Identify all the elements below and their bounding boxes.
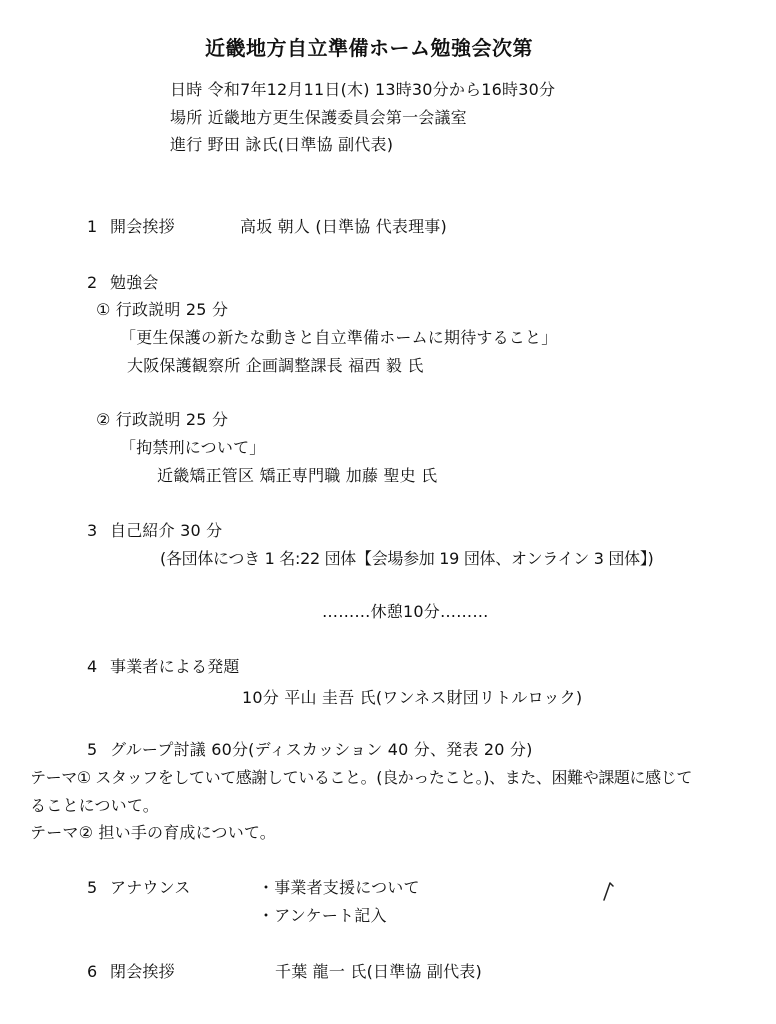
study-part1-heading: ① 行政説明 25 分	[96, 300, 229, 319]
study-part2-heading: ② 行政説明 25 分	[96, 410, 229, 429]
document-title: 近畿地方自立準備ホーム勉強会次第	[205, 36, 533, 60]
announce-bullet-2: ・アンケート記入	[258, 906, 387, 925]
group-theme1-line1: テーマ① スタッフをしていて感謝していること。(良かったこと。)、また、困難や課題に感じて	[30, 768, 692, 787]
group-theme2: テーマ② 担い手の育成について。	[30, 823, 276, 842]
presentation-label: 事業者による発題	[110, 657, 240, 676]
item-number: 6	[87, 962, 98, 981]
study-part1-speaker: 大阪保護観察所 企画調整課長 福西 毅 氏	[127, 356, 424, 375]
closing-label: 閉会挨拶	[110, 962, 175, 981]
announce-label: アナウンス	[110, 878, 191, 897]
item-number: 3	[87, 521, 98, 540]
item-number: 5	[87, 740, 98, 759]
item-number: 5	[87, 878, 98, 897]
intro-detail: (各団体につき 1 名:22 団体【会場参加 19 団体、オンライン 3 団体】)	[160, 549, 654, 568]
opening-label: 開会挨拶	[110, 217, 175, 236]
pen-mark-icon	[600, 880, 618, 904]
presentation-speaker: 10分 平山 圭吾 氏(ワンネス財団リトルロック)	[242, 688, 583, 707]
meeting-place: 場所 近畿地方更生保護委員会第一会議室	[170, 108, 467, 127]
break-line: ………休憩10分………	[322, 602, 489, 621]
group-theme1-line2: ることについて。	[30, 796, 159, 815]
announce-bullet-1: ・事業者支援について	[258, 878, 420, 897]
study-label: 勉強会	[110, 273, 159, 292]
group-label: グループ討議 60分(ディスカッション 40 分、発表 20 分)	[110, 740, 533, 759]
study-part1-topic: 「更生保護の新たな動きと自立準備ホームに期待すること」	[120, 328, 558, 347]
meeting-moderator: 進行 野田 詠氏(日準協 副代表)	[170, 135, 394, 154]
intro-label: 自己紹介 30 分	[110, 521, 223, 540]
study-part2-speaker: 近畿矯正管区 矯正専門職 加藤 聖史 氏	[157, 466, 438, 485]
closing-speaker: 千葉 龍一 氏(日準協 副代表)	[275, 962, 482, 981]
item-number: 4	[87, 657, 98, 676]
item-number: 1	[87, 217, 98, 236]
opening-speaker: 高坂 朝人 (日準協 代表理事)	[240, 217, 447, 236]
meeting-datetime: 日時 令和7年12月11日(木) 13時30分から16時30分	[170, 80, 556, 99]
item-number: 2	[87, 273, 98, 292]
study-part2-topic: 「拘禁刑について」	[120, 438, 266, 457]
